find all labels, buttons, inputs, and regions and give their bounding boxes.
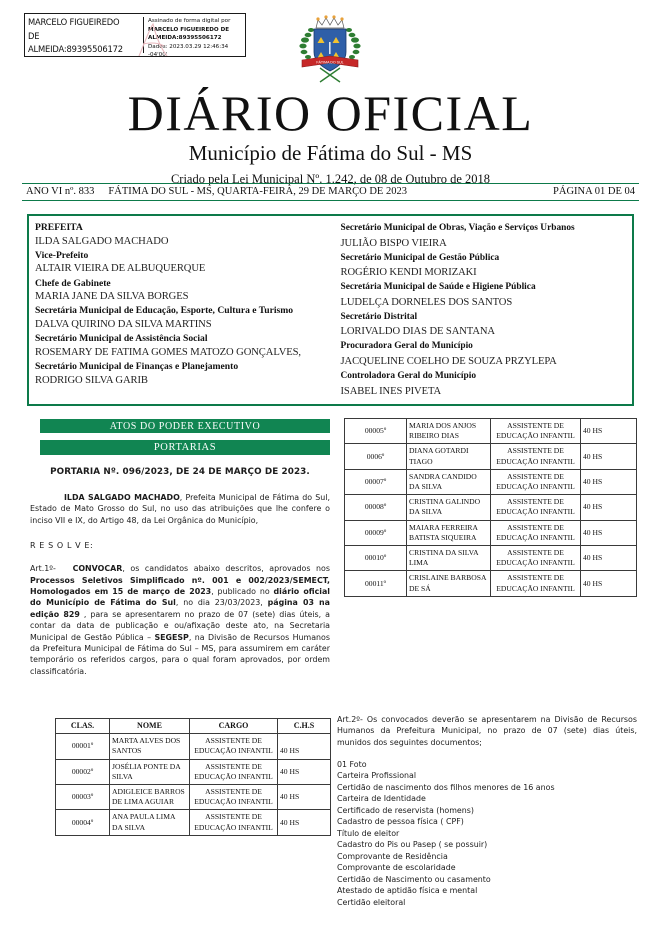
cell-cargo: ASSISTENTE DE EDUCAÇÃO INFANTIL (190, 734, 278, 759)
portaria-body-right (337, 714, 637, 908)
column-header-cargo: CARGO (190, 719, 278, 734)
cell-cargo: ASSISTENTE DE EDUCAÇÃO INFANTIL (491, 469, 581, 494)
signature-subject (25, 14, 143, 56)
official-name: RODRIGO SILVA GARIB (35, 374, 148, 386)
issue-bar-left (26, 186, 407, 197)
cell-chs: 40 HS (581, 469, 637, 494)
official-role: Secretário Municipal de Obras, Viação e Serviços Urbanos (340, 223, 575, 233)
official-role: Secretária Municipal de Saúde e Higiene Pública (340, 282, 536, 293)
official-name: MARIA JANE DA SILVA BORGES (35, 291, 189, 303)
official-name: DALVA QUIRINO DA SILVA MARTINS (35, 318, 212, 330)
official-role: Chefe de Gabinete (35, 277, 111, 289)
cell-nome: ANA PAULA LIMA DA SILVA (110, 810, 190, 835)
cell-clas: 00003º (56, 785, 110, 810)
cell-nome: MARTA ALVES DOS SANTOS (110, 734, 190, 759)
signature-details (144, 14, 245, 56)
cell-nome: MAIARA FERREIRA BATISTA SIQUEIRA (407, 520, 491, 545)
cell-nome: DIANA GOTARDI TIAGO (407, 444, 491, 469)
cell-cargo: ASSISTENTE DE EDUCAÇÃO INFANTIL (190, 759, 278, 784)
cell-clas: 00008º (345, 495, 407, 520)
list-item: Comprovante de Residência (337, 851, 448, 861)
official-role: Secretária Municipal de Educação, Esporte, Cultura e Turismo (35, 305, 294, 317)
article-1-bold-1: Processos Seletivos Simplificado nº. 001 e 002/2023/SEMECT, Homologados em 15 de março de 2023 (30, 575, 330, 597)
official-name: ROGÉRIO KENDI MORIZAKI (340, 267, 477, 279)
candidates-table-right (344, 418, 637, 597)
article-1 (30, 563, 330, 677)
cell-clas: 00009º (345, 520, 407, 545)
official-role: Vice-Prefeito (35, 249, 89, 261)
candidates-table-continued (344, 418, 637, 597)
table-row (56, 810, 331, 835)
cell-clas: 00010º (345, 546, 407, 571)
cell-nome: MARIA DOS ANJOS RIBEIRO DIAS (407, 419, 491, 444)
cell-nome: JOSÉLIA PONTE DA SILVA (110, 759, 190, 784)
official-role: Procuradora Geral do Município (340, 341, 473, 352)
official-name: ILDA SALGADO MACHADO (35, 235, 169, 247)
cell-chs: 40 HS (581, 571, 637, 596)
cell-nome: CRISTINA GALINDO DA SILVA (407, 495, 491, 520)
cell-nome: ADIGLEICE BARROS DE LIMA AGUIAR (110, 785, 190, 810)
masthead (0, 85, 661, 188)
cell-cargo: ASSISTENTE DE EDUCAÇÃO INFANTIL (491, 495, 581, 520)
table-row (345, 495, 637, 520)
cell-chs: 40 HS (278, 734, 331, 759)
cell-clas: 00002º (56, 759, 110, 784)
official-role: Controladora Geral do Município (340, 370, 477, 381)
svg-text:FÁTIMA DO SUL: FÁTIMA DO SUL (316, 60, 344, 65)
article-1-part-3: , no dia 23/03/2023, (175, 598, 268, 608)
cell-chs: 40 HS (581, 419, 637, 444)
official-role: Secretário Municipal de Assistência Social (35, 333, 208, 345)
cell-nome: CRISTINA DA SILVA LIMA (407, 546, 491, 571)
list-item: Cadastro de pessoa física ( CPF) (337, 817, 464, 827)
officials-column-right (331, 221, 627, 400)
cell-chs: 40 HS (581, 520, 637, 545)
official-role: Secretário Distrital (340, 311, 418, 322)
official-name: JULIÃO BISPO VIEIRA (340, 237, 447, 249)
signature-intro: Assinado de forma digital por (148, 18, 231, 24)
cell-clas: 00007º (345, 469, 407, 494)
table-row (345, 571, 637, 596)
table-row (56, 734, 331, 759)
cell-cargo: ASSISTENTE DE EDUCAÇÃO INFANTIL (491, 571, 581, 596)
list-item: Comprovante de escolaridade (337, 863, 456, 873)
cell-chs: 40 HS (581, 495, 637, 520)
cell-chs: 40 HS (581, 546, 637, 571)
cell-clas: 00005º (345, 419, 407, 444)
preamble-mayor-name: ILDA SALGADO MACHADO (64, 493, 180, 502)
table-row (345, 444, 637, 469)
officials-column-left (35, 221, 331, 400)
cell-clas: 00004º (56, 810, 110, 835)
article-1-bold-3: página 03 na edição 829 (30, 598, 330, 619)
table-row (345, 469, 637, 494)
list-item: Certidão de Nascimento ou casamento (337, 874, 491, 884)
signature-subject-line-3: ALMEIDA:89395506172 (28, 44, 123, 54)
column-header-clas: CLAS. (56, 719, 110, 734)
article-2: Art.2º- Os convocados deverão se apresentarem na Divisão de Recursos Humanos da Prefeitura Municipal, no prazo de 07 (sete) dias úteis, munidos dos seguintes documentos; (337, 715, 637, 747)
table-row (345, 419, 637, 444)
column-header-chs: C.H.S (278, 719, 331, 734)
article-1-part-4: , para se apresentarem no prazo de 07 (sete) dias úteis, a contar da data de publicação e ou/afixação deste ato, na Secretaria Municipal de Gestão Pública – (30, 609, 330, 642)
cell-chs: 40 HS (278, 759, 331, 784)
cell-clas: 00011º (345, 571, 407, 596)
official-name: JACQUELINE COELHO DE SOUZA PRZYLEPA (340, 355, 557, 367)
table-row (345, 546, 637, 571)
cell-clas: 00001º (56, 734, 110, 759)
signature-subject-line-2: DE (28, 30, 40, 41)
official-role: Secretário Municipal de Finanças e Planejamento (35, 360, 239, 372)
section-banner-executive-acts: ATOS DO PODER EXECUTIVO (40, 419, 330, 433)
table-row (56, 785, 331, 810)
list-item: Título de eleitor (337, 828, 400, 838)
portaria-heading: PORTARIA Nº. 096/2023, DE 24 DE MARÇO DE 2023. (50, 467, 310, 477)
signature-signer-name: MARCELO FIGUEIREDO DE (148, 26, 230, 33)
cell-cargo: ASSISTENTE DE EDUCAÇÃO INFANTIL (491, 419, 581, 444)
list-item: Atestado de aptidão física e mental (337, 886, 478, 896)
official-role: Secretário Municipal de Gestão Pública (340, 252, 500, 263)
article-1-verb: CONVOCAR (72, 564, 123, 574)
article-1-part-5: , na Divisão de Recursos Humanos da Prefeitura Municipal de Fátima do Sul – MS, para assumirem em caráter temporário os referidos cargos, para o qual foram aprovados, por ordem classificatória. (30, 632, 330, 676)
required-documents-list (337, 759, 637, 909)
cell-chs: 40 HS (278, 810, 331, 835)
official-name: LUDELÇA DORNELES DOS SANTOS (340, 296, 513, 308)
municipal-coat-of-arms (296, 12, 364, 86)
signature-timestamp: Dados: 2023.03.29 12:46:34 -04'00' (148, 43, 229, 57)
list-item: Cadastro do Pis ou Pasep ( se possuir) (337, 840, 488, 850)
article-1-bold-2: diário oficial do Município de Fátima do Sul (30, 587, 331, 608)
official-name: ALTAIR VIEIRA DE ALBUQUERQUE (35, 263, 206, 275)
signature-subject-line-1: MARCELO FIGUEIREDO (28, 17, 120, 27)
page-title: DIÁRIO OFICIAL (127, 85, 534, 141)
table-row (345, 520, 637, 545)
preamble-text: , Prefeita Municipal de Fátima do Sul, Estado de Mato Grosso do Sul, no uso das atribuições que lhe confere o inciso VII e IX, do Artigo 48, da Lei Orgânica do Município, (30, 493, 330, 525)
issue-place-date: FÁTIMA DO SUL - MS, QUARTA-FEIRA, 29 DE MARÇO DE 2023 (108, 186, 407, 197)
digital-signature-stamp (24, 13, 246, 57)
candidates-table-start (55, 718, 331, 836)
list-item: Certidão eleitoral (337, 897, 406, 907)
list-item: 01 Foto (337, 759, 367, 769)
signature-signer-cpf: ALMEIDA:89395506172 (148, 35, 222, 42)
article-1-bold-4: SEGESP (154, 632, 189, 642)
cell-clas: 0006º (345, 444, 407, 469)
section-banner-portarias: PORTARIAS (40, 440, 330, 455)
table-header-row (56, 719, 331, 734)
official-name: LORIVALDO DIAS DE SANTANA (340, 326, 495, 338)
masthead-law-reference: Criado pela Lei Municipal Nº. 1.242, de 08 de Outubro de 2018 (170, 172, 491, 186)
cell-nome: CRISLAINE BARBOSA DE SÁ (407, 571, 491, 596)
list-item: Certidão de nascimento dos filhos menores de 16 anos (337, 782, 555, 792)
table-row (56, 759, 331, 784)
issue-bar (22, 183, 639, 201)
cell-nome: SANDRA CANDIDO DA SILVA (407, 469, 491, 494)
issue-year-number: ANO VI nº. 833 (26, 186, 95, 197)
resolve-label: R E S O L V E: (30, 541, 94, 551)
officials-box (27, 214, 634, 406)
official-name: ISABEL INES PIVETA (340, 385, 442, 397)
official-name: ROSEMARY DE FATIMA GOMES MATOZO GONÇALVES, (35, 346, 301, 358)
cell-cargo: ASSISTENTE DE EDUCAÇÃO INFANTIL (491, 546, 581, 571)
article-1-part-1: , os candidatos abaixo descritos, aprovados nos (122, 564, 330, 574)
portaria-body-left (30, 466, 330, 688)
cell-chs: 40 HS (581, 444, 637, 469)
article-1-part-2: , publicado no (211, 587, 274, 597)
list-item: Carteira Profissional (337, 771, 417, 781)
candidates-table-left (55, 718, 331, 836)
portaria-preamble (30, 492, 330, 526)
masthead-subtitle: Município de Fátima do Sul - MS (188, 141, 473, 165)
cell-cargo: ASSISTENTE DE EDUCAÇÃO INFANTIL (491, 520, 581, 545)
list-item: Certificado de reservista (homens) (337, 805, 474, 815)
column-header-nome: NOME (110, 719, 190, 734)
issue-page-indicator: PÁGINA 01 DE 04 (553, 186, 635, 197)
cell-cargo: ASSISTENTE DE EDUCAÇÃO INFANTIL (491, 444, 581, 469)
cell-cargo: ASSISTENTE DE EDUCAÇÃO INFANTIL (190, 785, 278, 810)
article-1-label: Art.1º- (30, 564, 56, 574)
list-item: Carteira de Identidade (337, 794, 426, 804)
cell-chs: 40 HS (278, 785, 331, 810)
official-role: PREFEITA (35, 222, 83, 233)
cell-cargo: ASSISTENTE DE EDUCAÇÃO INFANTIL (190, 810, 278, 835)
